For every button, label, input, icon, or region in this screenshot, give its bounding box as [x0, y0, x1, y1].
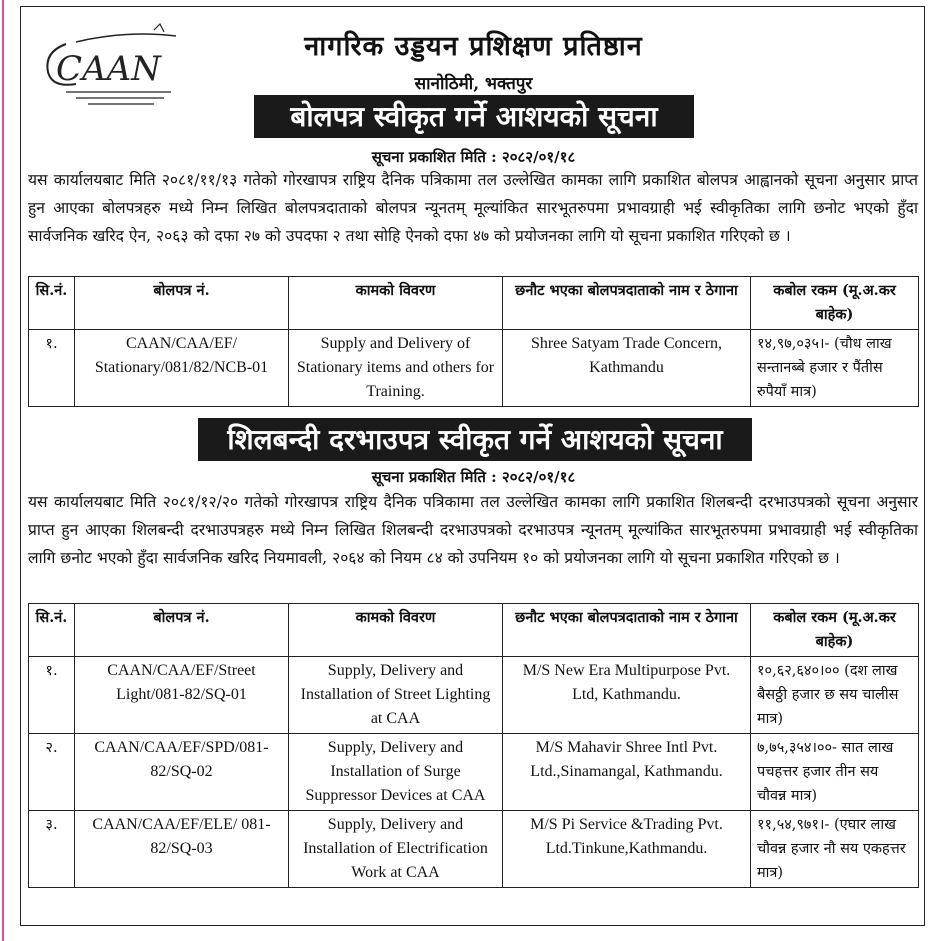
- notice1-title: बोलपत्र स्वीकृत गर्ने आशयको सूचना: [254, 95, 694, 138]
- row-bidder: Shree Satyam Trade Concern, Kathmandu: [503, 330, 751, 407]
- row-sn: २.: [29, 734, 75, 811]
- svg-text:CAAN: CAAN: [56, 49, 161, 89]
- table-header-row: [29, 604, 919, 657]
- col-header-bidder: छनौट भएका बोलपत्रदाताको नाम र ठेगाना: [503, 277, 751, 330]
- row-amount: ७,७५,३५४।००- सात लाख पचहत्तर हजार तीन सय चौवन्न मात्र): [751, 734, 919, 811]
- row-bid-no: CAAN/CAA/EF/SPD/081-82/SQ-02: [75, 734, 289, 811]
- row-amount: ११,५४,९७१।- (एघार लाख चौवन्न हजार नौ सय एकहत्तर मात्र): [751, 811, 919, 888]
- row-amount: १०,६२,६४०।०० (दश लाख बैसठ्ठी हजार छ सय चालीस मात्र): [751, 657, 919, 734]
- row-amount: १४,९७,०३५।- (चौध लाख सन्तानब्बे हजार र पैंतीस रुपैयाँ मात्र): [751, 330, 919, 407]
- table-row: [29, 811, 919, 888]
- col-header-description: कामको विवरण: [289, 277, 503, 330]
- notice2-body: यस कार्यालयबाट मिति २०८१/१२/२० गतेको गोरखापत्र राष्ट्रिय दैनिक पत्रिकामा तल उल्लेखित कामका लागि प्रकाशित शिलबन्दी दरभाउपत्रको सूचना अनुसार प्राप्त हुन आएका शिलबन्दी दरभाउपत्रहरु मध्ये निम्न लिखित शिलबन्दी दरभाउपत्रको दरभाउपत्र न्यूनतम् मूल्यांकित सारभूतरुपमा प्रभावग्राही भई स्वीकृतिका लागि छनोट भएको हुँदा सार्वजनिक खरिद नियमावली, २०६४ को नियम ८४ को उपनियम १० को प्रयोजनका लागि यो सूचना प्रकाशित गरिएको छ ।: [28, 493, 918, 567]
- row-sn: ३.: [29, 811, 75, 888]
- row-sn: १.: [29, 657, 75, 734]
- col-header-amount: कबोल रकम (मू.अ.कर बाहेक): [751, 277, 919, 330]
- col-header-bid-no: बोलपत्र नं.: [75, 277, 289, 330]
- row-sn: १.: [29, 330, 75, 407]
- row-bid-no: CAAN/CAA/EF/ Stationary/081/82/NCB-01: [75, 330, 289, 407]
- col-header-sn: सि.नं.: [29, 604, 75, 657]
- table-row: [29, 657, 919, 734]
- row-bidder: M/S Mahavir Shree Intl Pvt. Ltd.,Sinamangal, Kathmandu.: [503, 734, 751, 811]
- table-row: [29, 330, 919, 407]
- row-bid-no: CAAN/CAA/EF/Street Light/081-82/SQ-01: [75, 657, 289, 734]
- col-header-bidder: छनौट भएका बोलपत्रदाताको नाम र ठेगाना: [503, 604, 751, 657]
- col-header-description: कामको विवरण: [289, 604, 503, 657]
- notice1-table: [28, 276, 919, 407]
- notice1-body: यस कार्यालयबाट मिति २०८१/११/१३ गतेको गोरखापत्र राष्ट्रिय दैनिक पत्रिकामा तल उल्लेखित कामका लागि प्रकाशित बोलपत्र आह्वानको सूचना अनुसार प्राप्त हुन आएका बोलपत्रहरु मध्ये निम्न लिखित बोलपत्रदाताको बोलपत्र न्यूनतम् मूल्यांकित सारभूतरुपमा प्रभावग्राही भई स्वीकृतिका लागि छनोट भएको हुँदा सार्वजनिक खरिद ऐन, २०६३ को दफा २७ को उपदफा २ तथा सोहि ऐनको दफा ४७ को प्रयोजनका लागि यो सूचना प्रकाशित गरिएको छ ।: [28, 171, 918, 245]
- row-bidder: M/S New Era Multipurpose Pvt. Ltd, Kathmandu.: [503, 657, 751, 734]
- table-header-row: [29, 277, 919, 330]
- row-description: Supply, Delivery and Installation of Surge Suppressor Devices at CAA: [289, 734, 503, 811]
- col-header-bid-no: बोलपत्र नं.: [75, 604, 289, 657]
- row-bid-no: CAAN/CAA/EF/ELE/ 081-82/SQ-03: [75, 811, 289, 888]
- org-name: नागरिक उड्डयन प्रशिक्षण प्रतिष्ठान: [304, 31, 643, 62]
- row-description: Supply, Delivery and Installation of Electrification Work at CAA: [289, 811, 503, 888]
- row-bidder: M/S Pi Service &Trading Pvt. Ltd.Tinkune,Kathmandu.: [503, 811, 751, 888]
- row-description: Supply and Delivery of Stationary items and others for Training.: [289, 330, 503, 407]
- notice2-title: शिलबन्दी दरभाउपत्र स्वीकृत गर्ने आशयको सूचना: [198, 418, 752, 461]
- col-header-amount: कबोल रकम (मू.अ.कर बाहेक): [751, 604, 919, 657]
- org-address: सानोठिमी, भक्तपुर: [414, 74, 533, 94]
- notice1-published-date: सूचना प्रकाशित मिति : २०८२/०१/१८: [371, 148, 576, 166]
- notice2-published-date: सूचना प्रकाशित मिति : २०८२/०१/१८: [371, 468, 576, 486]
- row-description: Supply, Delivery and Installation of Street Lighting at CAA: [289, 657, 503, 734]
- table-row: [29, 734, 919, 811]
- col-header-sn: सि.नं.: [29, 277, 75, 330]
- notice2-table: [28, 603, 919, 888]
